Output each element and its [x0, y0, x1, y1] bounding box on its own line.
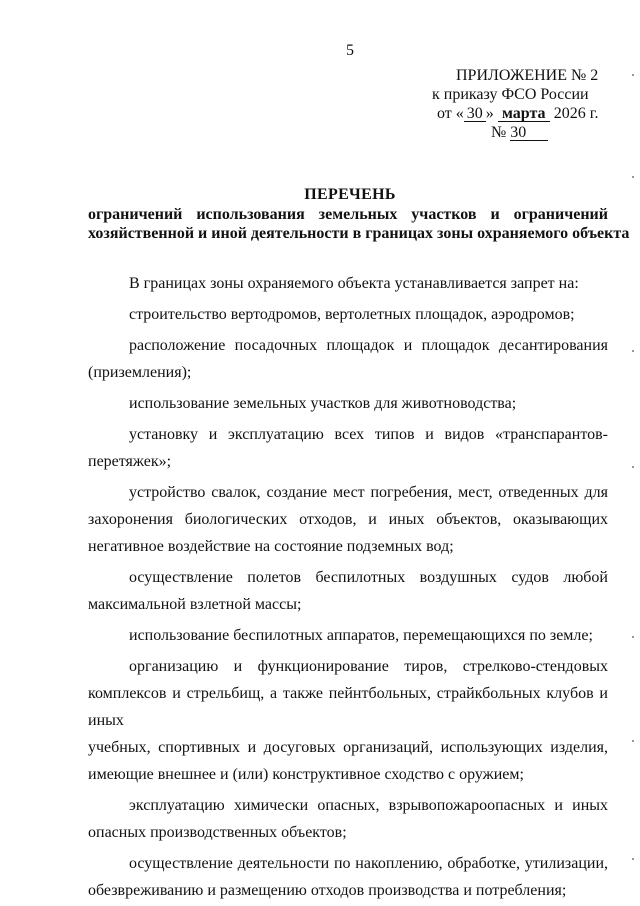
list-item: устройство свалок, создание мест погребения, мест, отведенных для [129, 484, 608, 501]
appendix-title: ПРИЛОЖЕНИЕ № 2 [456, 67, 599, 84]
date-year: 2026 г. [553, 105, 599, 122]
list-item-continuation: обезвреживанию и размещению отходов производства и потребления; [88, 882, 567, 899]
list-item: установку и эксплуатацию всех типов и видов «транспарантов- [129, 426, 608, 443]
list-item: использование беспилотных аппаратов, перемещающихся по земле; [129, 627, 593, 644]
scan-artifact [632, 466, 634, 468]
document-subtitle [88, 205, 630, 243]
subtitle-line-2: хозяйственной и иной деятельности в границах зоны охраняемого объекта [88, 225, 630, 242]
date-prefix: от « [437, 105, 464, 122]
document-title: ПЕРЕЧЕНЬ [304, 186, 396, 203]
list-item-continuation: (приземления); [88, 364, 192, 381]
scan-artifact [632, 858, 634, 860]
list-item: использование земельных участков для животноводства; [129, 395, 517, 412]
list-item-continuation: захоронения биологических отходов, и иных объектов, оказывающих [88, 511, 608, 528]
scan-artifact [632, 636, 634, 638]
appendix-order-ref: к приказу ФСО России [432, 86, 589, 103]
page-number: 5 [346, 42, 354, 59]
list-item-continuation: максимальной взлетной массы; [88, 596, 302, 613]
list-item-continuation: имеющие внешнее и (или) конструктивное сходство с оружием; [88, 766, 524, 783]
appendix-block [430, 66, 630, 142]
list-item: осуществление полетов беспилотных воздушных судов любой [129, 569, 608, 586]
list-item-continuation: негативное воздействие на состояние подземных вод; [88, 538, 454, 555]
list-item: осуществление деятельности по накоплению, обработке, утилизации, [129, 855, 608, 872]
document-body [88, 270, 608, 904]
list-item: организацию и функционирование тиров, стрелково-стендовых [129, 658, 608, 675]
list-item-continuation: комплексов и стрельбищ, а также пейнтбольных, страйкбольных клубов и иных [88, 685, 608, 729]
scan-artifact [632, 74, 634, 76]
scan-artifact [632, 740, 634, 742]
date-mid: » [485, 105, 494, 122]
order-number: 30 [510, 125, 548, 141]
date-month: марта [498, 106, 550, 122]
list-item-continuation: учебных, спортивных и досуговых организаций, использующих изделия, [88, 739, 608, 756]
date-day: 30 [464, 106, 486, 122]
list-item: эксплуатацию химически опасных, взрывопожароопасных и иных [129, 797, 608, 814]
list-item-continuation: перетяжек»; [88, 453, 172, 470]
subtitle-line-1: ограничений использования земельных участков и ограничений [88, 206, 608, 223]
list-item: расположение посадочных площадок и площадок десантирования [129, 337, 608, 354]
scan-artifact [632, 350, 634, 352]
list-item-continuation: опасных производственных объектов; [88, 824, 347, 841]
scan-artifact [632, 176, 634, 178]
number-prefix: № [491, 124, 507, 141]
appendix-number [430, 123, 630, 142]
intro-line: В границах зоны охраняемого объекта устанавливается запрет на: [129, 275, 579, 292]
list-item: строительство вертодромов, вертолетных площадок, аэродромов; [129, 306, 575, 323]
appendix-date [430, 104, 630, 123]
